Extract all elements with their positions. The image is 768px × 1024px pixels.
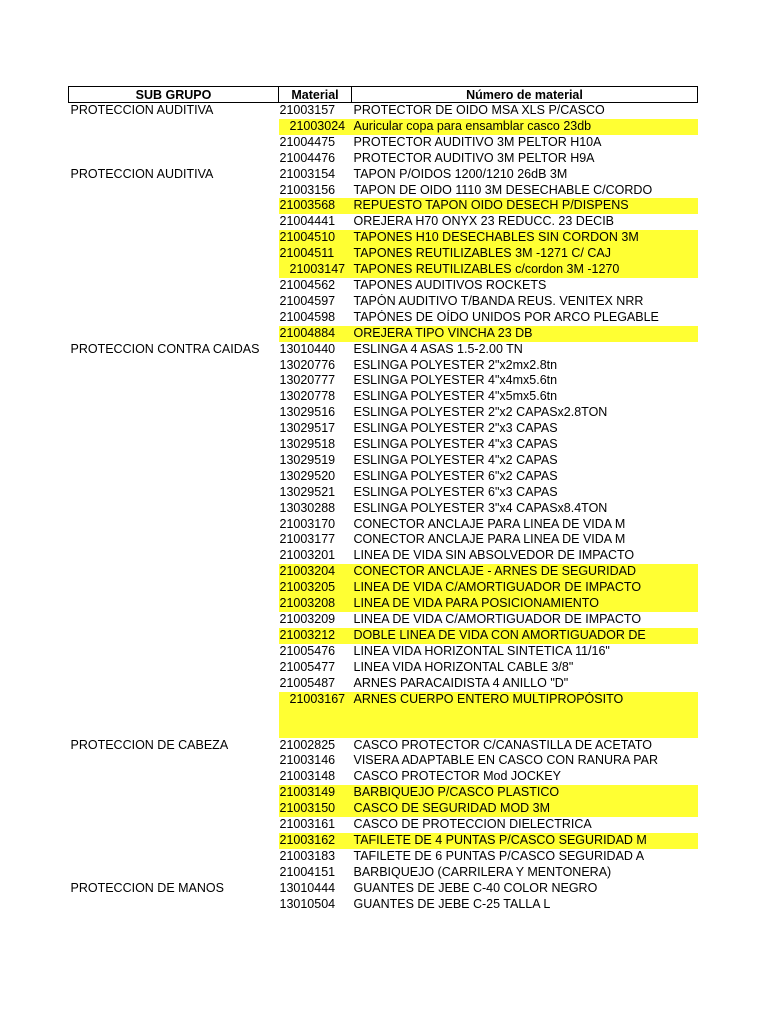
material-cell: 21003156 (279, 182, 336, 197)
sub-grupo-cell (69, 753, 279, 769)
numero-de-material-cell: TAPONES REUTILIZABLES c/cordon 3M -1270 (352, 262, 698, 278)
numero-de-material-cell: GUANTES DE JEBE C-40 COLOR NEGRO (353, 880, 598, 895)
header-sub-grupo: SUB GRUPO (69, 87, 279, 103)
table-row (69, 769, 698, 785)
material-cell: 13029516 (279, 405, 336, 420)
material-cell: 21004597 (279, 293, 336, 308)
table-row (69, 881, 698, 897)
numero-de-material-cell: ESLINGA POLYESTER 4"x3 CAPAS (353, 437, 558, 452)
sub-grupo-cell (69, 421, 279, 437)
numero-de-material-cell: ESLINGA POLYESTER 2"x2mx2.8tn (353, 357, 558, 372)
sub-grupo-cell (69, 151, 279, 167)
table-row (69, 801, 698, 817)
sub-grupo-cell (69, 532, 279, 548)
sub-grupo-cell (69, 769, 279, 785)
sub-grupo-cell (69, 548, 279, 564)
material-cell: 21003150 (279, 801, 352, 817)
table-row (69, 214, 698, 230)
sub-grupo-cell (69, 135, 279, 151)
table-row (69, 785, 698, 801)
numero-de-material-cell: GUANTES DE JEBE C-25 TALLA L (353, 896, 551, 911)
table-body (69, 103, 698, 913)
numero-de-material-cell: CASCO DE SEGURIDAD MOD 3M (352, 801, 698, 817)
table-row (69, 753, 698, 769)
table-row (69, 358, 698, 374)
table-row (69, 262, 698, 278)
table-row (69, 437, 698, 453)
material-cell: 13010504 (279, 896, 336, 911)
table-row (69, 310, 698, 326)
sub-grupo-cell (69, 246, 279, 262)
material-cell: 13029518 (279, 437, 336, 452)
numero-de-material-cell: LINEA VIDA HORIZONTAL CABLE 3/8" (353, 659, 574, 674)
table-row (69, 849, 698, 865)
sub-grupo-cell (69, 897, 279, 913)
sub-grupo-cell (69, 644, 279, 660)
numero-de-material-cell: TAPONES AUDITIVOS ROCKETS (353, 277, 547, 292)
numero-de-material-cell: TAPÓN AUDITIVO T/BANDA REUS. VENITEX NRR (353, 293, 644, 308)
sub-grupo-cell (69, 676, 279, 692)
material-cell: 13010444 (279, 880, 336, 895)
sub-grupo-cell (69, 262, 279, 278)
numero-de-material-cell: OREJERA H70 ONYX 23 REDUCC. 23 DECIB (353, 214, 614, 229)
material-cell: 21005476 (279, 643, 336, 658)
numero-de-material-cell: LINEA DE VIDA C/AMORTIGUADOR DE IMPACTO (353, 612, 642, 626)
header-row (69, 87, 698, 103)
sub-grupo-cell (69, 501, 279, 517)
table-row (69, 485, 698, 501)
numero-de-material-cell: DOBLE LINEA DE VIDA CON AMORTIGUADOR DE (352, 628, 698, 644)
sub-grupo-cell (69, 214, 279, 230)
table-row (69, 517, 698, 533)
sub-grupo-cell (69, 612, 279, 628)
numero-de-material-cell: TAPON P/OIDOS 1200/1210 26dB 3M (353, 166, 568, 181)
material-cell: 21003212 (279, 628, 352, 644)
material-cell: 21003170 (279, 516, 336, 531)
material-cell: 21002825 (279, 737, 336, 752)
numero-de-material-cell: PROTECTOR AUDITIVO 3M PELTOR H9A (353, 150, 595, 165)
sub-grupo-cell: PROTECCION AUDITIVA (70, 103, 214, 117)
table-row (69, 865, 698, 881)
numero-de-material-cell: ESLINGA POLYESTER 4"x5mx5.6tn (353, 389, 558, 404)
sub-grupo-cell (69, 517, 279, 533)
sub-grupo-cell (69, 564, 279, 580)
table-row (69, 596, 698, 612)
numero-de-material-cell: CASCO PROTECTOR C/CANASTILLA DE ACETATO (353, 737, 652, 752)
table-row (69, 405, 698, 421)
sub-grupo-cell (69, 628, 279, 644)
sub-grupo-cell (69, 389, 279, 405)
table-row (69, 564, 698, 580)
material-cell: 13020777 (279, 373, 336, 388)
numero-de-material-cell: TAPON DE OIDO 1110 3M DESECHABLE C/CORDO (353, 182, 653, 197)
sub-grupo-cell (69, 849, 279, 865)
material-cell: 21003183 (279, 848, 336, 863)
material-cell: 21005477 (279, 659, 336, 674)
table-row (69, 167, 698, 183)
numero-de-material-cell: TAPONES H10 DESECHABLES SIN CORDON 3M (352, 230, 698, 246)
material-cell: 21003157 (279, 103, 336, 117)
table-row (69, 738, 698, 754)
material-cell: 21003146 (279, 753, 336, 768)
numero-de-material-cell: ESLINGA POLYESTER 2"x3 CAPAS (353, 421, 558, 436)
sub-grupo-cell (69, 785, 279, 801)
material-cell: 21004510 (279, 230, 352, 246)
numero-de-material-cell: VISERA ADAPTABLE EN CASCO CON RANURA PAR (353, 753, 658, 768)
material-cell: 13029519 (279, 452, 336, 467)
numero-de-material-cell: CASCO DE PROTECCION DIELECTRICA (353, 817, 592, 832)
table-row (69, 453, 698, 469)
material-cell: 13020778 (279, 389, 336, 404)
table-row (69, 628, 698, 644)
sub-grupo-cell: PROTECCION DE CABEZA (70, 737, 229, 752)
material-cell: 13029521 (279, 484, 336, 499)
sub-grupo-cell (69, 278, 279, 294)
numero-de-material-cell: TAFILETE DE 4 PUNTAS P/CASCO SEGURIDAD M (352, 833, 698, 849)
material-cell: 21003161 (279, 817, 336, 832)
numero-de-material-cell: Auricular copa para ensamblar casco 23db (352, 119, 698, 135)
table-row (69, 119, 698, 135)
numero-de-material-cell: CONECTOR ANCLAJE - ARNES DE SEGURIDAD (352, 564, 698, 580)
table-row (69, 501, 698, 517)
table-row (69, 897, 698, 913)
material-cell: 21004598 (279, 309, 336, 324)
sub-grupo-cell (69, 865, 279, 881)
header-material: Material (279, 87, 352, 103)
numero-de-material-cell: BARBIQUEJO (CARRILERA Y MENTONERA) (353, 864, 612, 879)
sub-grupo-cell: PROTECCION AUDITIVA (70, 166, 214, 181)
material-cell: 21004562 (279, 277, 336, 292)
table-row (69, 389, 698, 405)
numero-de-material-cell: LINEA DE VIDA C/AMORTIGUADOR DE IMPACTO (352, 580, 698, 596)
material-cell: 21003177 (279, 532, 336, 547)
material-cell: 13010440 (279, 341, 336, 356)
numero-de-material-cell: LINEA VIDA HORIZONTAL SINTETICA 11/16" (353, 643, 610, 658)
sub-grupo-cell (69, 660, 279, 676)
table-row (69, 198, 698, 214)
sub-grupo-cell (69, 405, 279, 421)
material-cell: 21004151 (279, 864, 336, 879)
materials-table (68, 86, 698, 913)
material-cell: 21003162 (279, 833, 352, 849)
sub-grupo-cell (69, 198, 279, 214)
numero-de-material-cell: TAPÓNES DE OÍDO UNIDOS POR ARCO PLEGABLE (353, 309, 659, 324)
numero-de-material-cell: ESLINGA POLYESTER 6"x3 CAPAS (353, 484, 558, 499)
sub-grupo-cell (69, 817, 279, 833)
table-row (69, 692, 698, 738)
table-row (69, 246, 698, 262)
header-numero-de-material: Número de material (352, 87, 698, 103)
numero-de-material-cell: PROTECTOR AUDITIVO 3M PELTOR H10A (353, 134, 602, 149)
material-cell: 21003148 (279, 769, 336, 784)
numero-de-material-cell: ESLINGA POLYESTER 4"x2 CAPAS (353, 452, 558, 467)
sub-grupo-cell (69, 326, 279, 342)
table-row (69, 230, 698, 246)
material-cell: 21005487 (279, 675, 336, 690)
numero-de-material-cell: TAFILETE DE 6 PUNTAS P/CASCO SEGURIDAD A (353, 848, 645, 863)
numero-de-material-cell: CASCO PROTECTOR Mod JOCKEY (353, 769, 561, 784)
sub-grupo-cell (69, 183, 279, 199)
table-row (69, 612, 698, 628)
numero-de-material-cell: REPUESTO TAPON OIDO DESECH P/DISPENS (352, 198, 698, 214)
table-row (69, 532, 698, 548)
material-cell: 13029520 (279, 468, 336, 483)
sub-grupo-cell (69, 310, 279, 326)
material-cell: 21003154 (279, 166, 336, 181)
numero-de-material-cell: ESLINGA POLYESTER 6"x2 CAPAS (353, 468, 558, 483)
material-cell: 21004441 (279, 214, 336, 229)
numero-de-material-cell: OREJERA TIPO VINCHA 23 DB (352, 326, 698, 342)
material-cell: 21003149 (279, 785, 352, 801)
material-cell: 13029517 (279, 421, 336, 436)
sub-grupo-cell (69, 580, 279, 596)
numero-de-material-cell: CONECTOR ANCLAJE PARA LINEA DE VIDA M (353, 516, 626, 531)
sub-grupo-cell (69, 373, 279, 389)
material-cell: 13030288 (279, 500, 336, 515)
material-cell: 21003208 (279, 596, 352, 612)
numero-de-material-cell: PROTECTOR DE OIDO MSA XLS P/CASCO (353, 103, 605, 117)
table-row (69, 660, 698, 676)
numero-de-material-cell: LINEA DE VIDA SIN ABSOLVEDOR DE IMPACTO (353, 548, 635, 563)
material-cell: 21003147 (279, 262, 352, 278)
sub-grupo-cell: PROTECCION CONTRA CAIDAS (70, 341, 260, 356)
numero-de-material-cell: ARNES CUERPO ENTERO MULTIPROPÓSITO (352, 692, 698, 738)
table-row (69, 644, 698, 660)
sub-grupo-cell (69, 833, 279, 849)
table-row (69, 373, 698, 389)
table-row (69, 326, 698, 342)
numero-de-material-cell: ESLINGA 4 ASAS 1.5-2.00 TN (353, 341, 523, 356)
material-cell: 21003201 (279, 548, 336, 563)
material-cell: 13020776 (279, 357, 336, 372)
sub-grupo-cell (69, 437, 279, 453)
material-cell: 21003204 (279, 564, 352, 580)
material-cell: 21003568 (279, 198, 352, 214)
sub-grupo-cell (69, 119, 279, 135)
sub-grupo-cell (69, 358, 279, 374)
numero-de-material-cell: ESLINGA POLYESTER 3"x4 CAPASx8.4TON (353, 500, 608, 515)
numero-de-material-cell: BARBIQUEJO P/CASCO PLASTICO (352, 785, 698, 801)
numero-de-material-cell: ARNES PARACAIDISTA 4 ANILLO "D" (353, 675, 569, 690)
material-cell: 21004476 (279, 150, 336, 165)
sub-grupo-cell (69, 596, 279, 612)
sub-grupo-cell (69, 230, 279, 246)
table-row (69, 548, 698, 564)
numero-de-material-cell: TAPONES REUTILIZABLES 3M -1271 C/ CAJ (352, 246, 698, 262)
table-row (69, 183, 698, 199)
material-cell: 21003167 (279, 692, 352, 738)
numero-de-material-cell: LINEA DE VIDA PARA POSICIONAMIENTO (352, 596, 698, 612)
table-row (69, 135, 698, 151)
sub-grupo-cell (69, 294, 279, 310)
table-row (69, 151, 698, 167)
numero-de-material-cell: ESLINGA POLYESTER 4"x4mx5.6tn (353, 373, 558, 388)
sub-grupo-cell (69, 692, 279, 738)
table-row (69, 294, 698, 310)
table-row (69, 580, 698, 596)
table-row (69, 833, 698, 849)
sub-grupo-cell (69, 453, 279, 469)
table-row (69, 342, 698, 358)
table-row (69, 817, 698, 833)
table-row (69, 103, 698, 119)
numero-de-material-cell: CONECTOR ANCLAJE PARA LINEA DE VIDA M (353, 532, 626, 547)
sub-grupo-cell (69, 801, 279, 817)
material-cell: 21003024 (279, 119, 352, 135)
material-cell: 21003205 (279, 580, 352, 596)
numero-de-material-cell: ESLINGA POLYESTER 2"x2 CAPASx2.8TON (353, 405, 608, 420)
sub-grupo-cell (69, 485, 279, 501)
table-row (69, 421, 698, 437)
sub-grupo-cell (69, 469, 279, 485)
sub-grupo-cell: PROTECCION DE MANOS (70, 880, 224, 895)
material-cell: 21003209 (279, 612, 336, 626)
table-row (69, 676, 698, 692)
table-row (69, 278, 698, 294)
table-row (69, 469, 698, 485)
material-cell: 21004511 (279, 246, 352, 262)
material-cell: 21004475 (279, 134, 336, 149)
material-cell: 21004884 (279, 326, 352, 342)
